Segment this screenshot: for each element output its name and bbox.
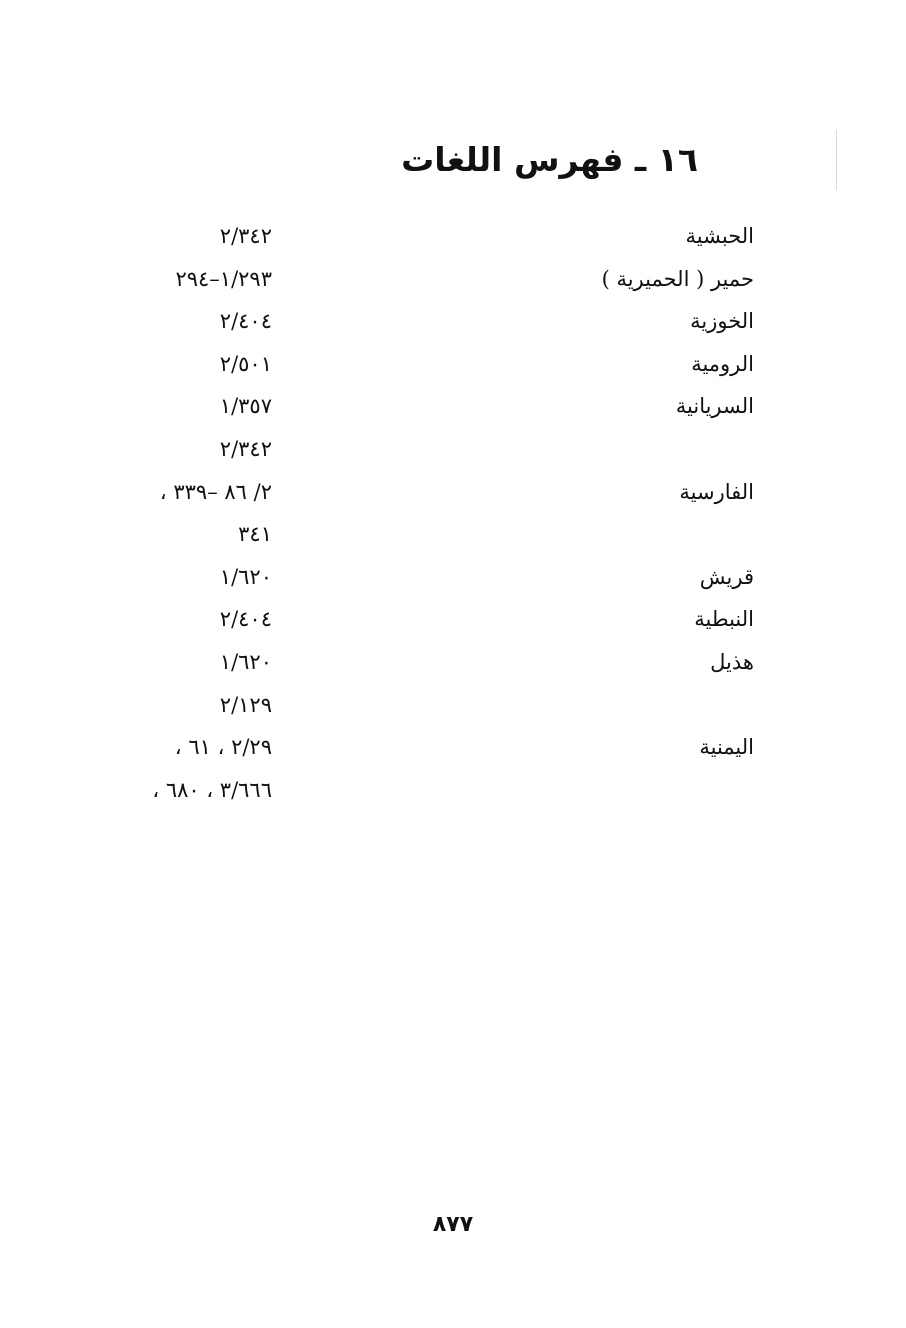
language-name: اليمنية	[699, 735, 754, 760]
language-name: الخوزية	[690, 309, 754, 334]
scan-edge-mark	[836, 130, 837, 190]
page-heading: ١٦ ـ فهرس اللغات	[401, 140, 698, 179]
page-reference: ٢/١٢٩	[219, 692, 272, 717]
index-row	[0, 601, 906, 644]
index-row	[0, 729, 906, 772]
page-reference: ١/٣٥٧	[219, 394, 272, 419]
index-row	[0, 559, 906, 602]
index-row	[0, 388, 906, 431]
language-name: النبطية	[694, 607, 754, 632]
page-number: ٨٧٧	[432, 1212, 474, 1237]
index-list	[0, 218, 906, 814]
language-name: هذيل	[710, 649, 754, 674]
index-row	[0, 772, 906, 815]
language-name: الفارسية	[679, 479, 754, 504]
index-row	[0, 218, 906, 261]
page-reference: ٢/٢٩ ، ٦١ ،	[174, 735, 272, 760]
page-reference: ٢/٣٤٢	[219, 436, 272, 461]
language-name: الحبشية	[685, 224, 754, 248]
page-reference: ٢/٤٠٤	[219, 309, 272, 334]
language-name: السريانية	[675, 394, 754, 419]
index-row	[0, 516, 906, 559]
index-row	[0, 431, 906, 474]
page-reference: ٢/٤٠٤	[219, 607, 272, 632]
page-reference: ٢/ ٨٦ –٣٣٩ ،	[159, 479, 272, 504]
page-reference: ٣/٦٦٦ ، ٦٨٠ ،	[152, 777, 272, 802]
page-reference: ٣٤١	[238, 522, 272, 547]
page-reference: ٢/٥٠١	[219, 351, 272, 376]
index-row	[0, 303, 906, 346]
index-row	[0, 644, 906, 687]
page-reference: ٢/٣٤٢	[219, 224, 272, 248]
page-reference: ١/٦٢٠	[219, 564, 272, 589]
page-reference: ١/٦٢٠	[219, 649, 272, 674]
index-row	[0, 687, 906, 730]
page-reference: ١/٢٩٣–٢٩٤	[175, 266, 272, 291]
language-name: الرومية	[691, 351, 754, 376]
index-row	[0, 346, 906, 389]
language-name: قريش	[699, 564, 754, 589]
index-row	[0, 261, 906, 304]
language-name: حمير ( الحميرية )	[601, 266, 754, 291]
index-row	[0, 474, 906, 517]
